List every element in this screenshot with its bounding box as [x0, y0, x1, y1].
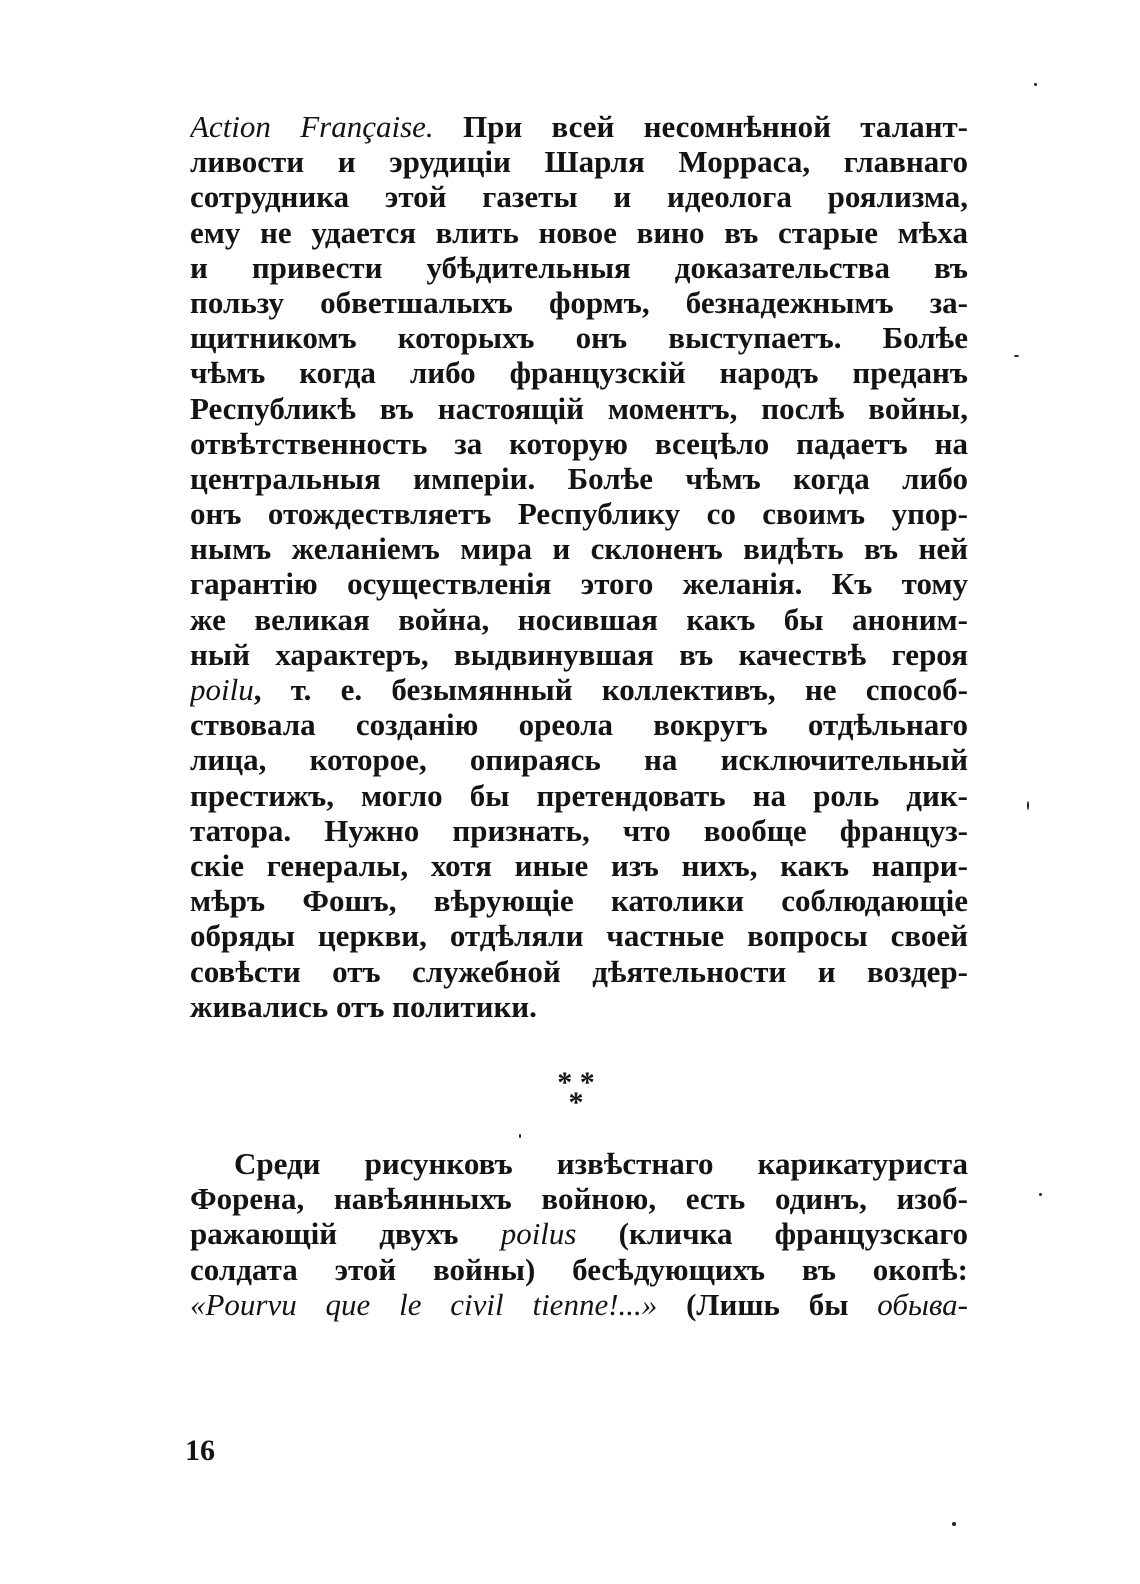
- text-line: [190, 778, 968, 813]
- text-line: [190, 989, 968, 1024]
- text-run: ствовала созданію ореола вокругъ отдѣльнаго: [190, 707, 968, 743]
- text-run: нымъ желаніемъ мира и склоненъ видѣть въ ней: [190, 531, 968, 567]
- text-run: мѣръ Фошъ, вѣрующіе католики соблюдающіе: [190, 883, 968, 919]
- text-run: живались отъ политики.: [190, 988, 537, 1024]
- text-run: ный характеръ, выдвинувшая въ качествѣ героя: [190, 636, 968, 672]
- italic-text-run: poilus: [500, 1216, 577, 1252]
- section-divider-asterism: * * *: [557, 1066, 595, 1119]
- text-line: [190, 320, 968, 355]
- text-line: [190, 285, 968, 320]
- text-line: [190, 672, 968, 707]
- text-line: [190, 109, 968, 144]
- text-run: татора. Нужно признать, что вообще француз-: [190, 812, 968, 848]
- text-line: [190, 637, 968, 672]
- text-run: и привести убѣдительныя доказательства въ: [190, 249, 968, 285]
- text-run: Форена, навѣянныхъ войною, есть одинъ, изоб-: [190, 1181, 968, 1217]
- text-run: чѣмъ когда либо французскій народъ преданъ: [190, 355, 968, 391]
- text-line: [190, 707, 968, 742]
- text-line: [190, 1287, 968, 1322]
- text-line: [190, 848, 968, 883]
- text-line: [190, 1181, 968, 1216]
- text-run: Республикѣ въ настоящій моментъ, послѣ войны,: [190, 390, 968, 426]
- text-run: гарантію осуществленія этого желанія. Къ тому: [190, 566, 968, 602]
- italic-text-run: обыва-: [877, 1286, 968, 1322]
- print-speck: [1039, 1193, 1042, 1196]
- text-line: [190, 602, 968, 637]
- text-line: [190, 426, 968, 461]
- text-run: же великая война, носившая какъ бы аноним-: [190, 601, 968, 637]
- text-run: центральныя имперіи. Болѣе чѣмъ когда либо: [190, 460, 968, 496]
- text-line: [190, 496, 968, 531]
- text-run: обряды церкви, отдѣляли частные вопросы своей: [190, 918, 968, 954]
- text-run: солдата этой войны) бесѣдующихъ въ окопѣ:: [190, 1251, 968, 1287]
- text-run: онъ отождествляетъ Республику со своимъ упор-: [190, 496, 968, 532]
- text-run: , т. е. безымянный коллективъ, не способ-: [253, 672, 968, 707]
- text-line: [190, 250, 968, 285]
- text-run: ражающій двухъ: [190, 1216, 501, 1252]
- text-line: [190, 531, 968, 566]
- text-line: [190, 566, 968, 601]
- text-line: [190, 954, 968, 989]
- text-line: [190, 215, 968, 250]
- print-speck: [519, 1134, 521, 1138]
- text-line: [190, 1216, 968, 1251]
- print-speck: [1014, 355, 1019, 357]
- text-run: престижъ, могло бы претендовать на роль дик-: [190, 777, 968, 813]
- text-run: пользу обветшалыхъ формъ, безнадежнымъ за-: [190, 284, 968, 320]
- text-line: [190, 883, 968, 918]
- text-line: [190, 144, 968, 179]
- text-run: сотрудника этой газеты и идеолога роялизма,: [190, 179, 968, 215]
- text-run: щитникомъ которыхъ онъ выступаетъ. Болѣе: [190, 320, 968, 356]
- paragraph-1: [190, 109, 968, 1024]
- text-line: [190, 918, 968, 953]
- text-run: (Лишь бы: [657, 1286, 878, 1322]
- text-run: Среди рисунковъ извѣстнаго карикатуриста: [234, 1146, 968, 1181]
- italic-text-run: «Pourvu que le civil tienne!...»: [190, 1286, 658, 1322]
- page-number: 16: [185, 1434, 215, 1467]
- text-line: [190, 391, 968, 426]
- text-line: [190, 742, 968, 777]
- text-line: [190, 179, 968, 214]
- text-line: [190, 355, 968, 390]
- text-run: ему не удается влить новое вино въ старые мѣха: [190, 214, 968, 250]
- text-line: [190, 461, 968, 496]
- text-line: [190, 813, 968, 848]
- print-speck: [1034, 83, 1037, 86]
- text-run: совѣсти отъ служебной дѣятельности и воздер-: [190, 953, 968, 989]
- print-speck: [952, 1522, 956, 1526]
- text-run: лица, которое, опираясь на исключительный: [190, 742, 968, 778]
- text-line: [190, 1252, 968, 1287]
- text-run: (кличка французскаго: [576, 1216, 968, 1252]
- paragraph-2: [190, 1146, 968, 1322]
- text-run: отвѣтственность за которую всецѣло падаетъ на: [190, 425, 968, 461]
- text-line: [190, 1146, 968, 1181]
- text-run: ливости и эрудиціи Шарля Морраса, главнаго: [190, 144, 968, 180]
- text-run: скіе генералы, хотя иные изъ нихъ, какъ напри-: [190, 847, 968, 883]
- italic-text-run: Action Française.: [190, 109, 434, 144]
- text-run: При всей несомнѣнной талант-: [433, 109, 968, 144]
- print-speck: [1027, 801, 1029, 810]
- italic-text-run: poilu: [190, 672, 254, 707]
